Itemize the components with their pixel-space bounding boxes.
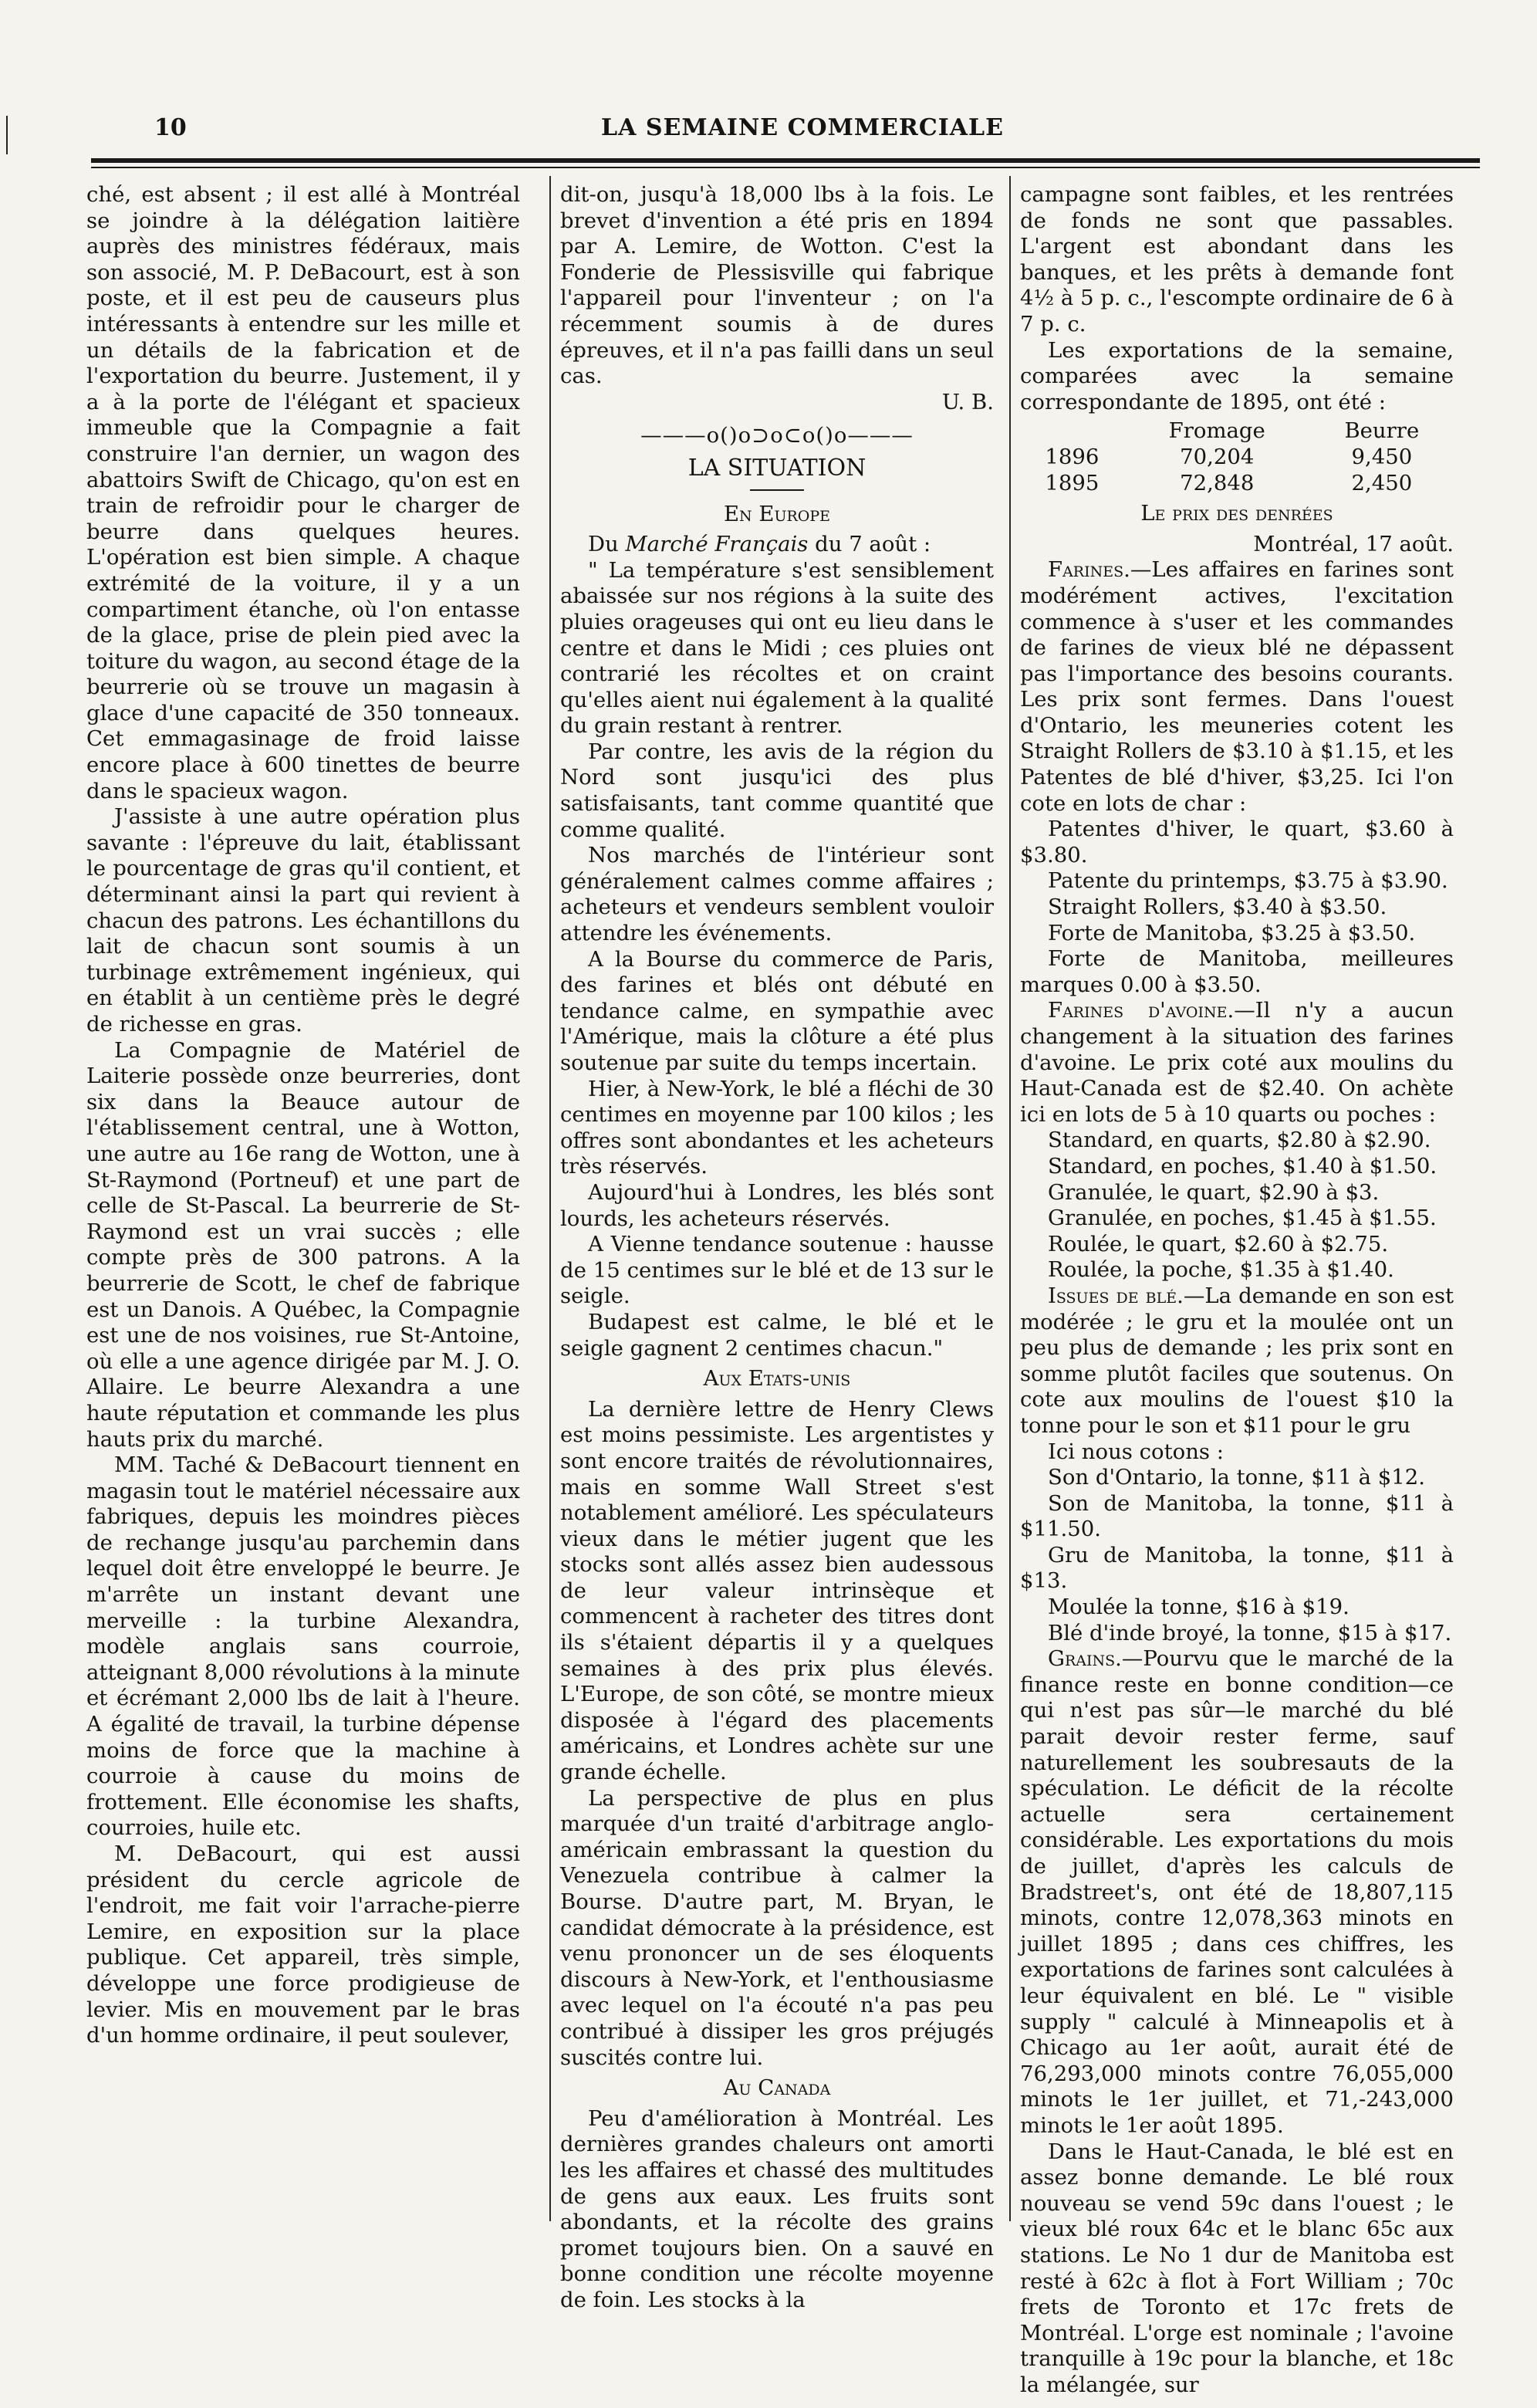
section-ornament: ———o()o⊃o⊂o()o——— [640,423,914,448]
col1-paragraph-2: J'assiste à une autre opération plus savante : l'épreuve du lait, établissant le pourcentage de gras qu'il contient, et déterminant ainsi la part qui revient à chacun des patrons. Les échantillons du lait de chacun sont soumis à un turbinage extrêmement ingénieux, qui en établit à un centième près le degré de richesse en gras. [86,804,520,1037]
section-title-rule [750,489,804,491]
col1-paragraph-5: M. DeBacourt, qui est aussi président du cercle agricole de l'endroit, me fait voir l'arrache-pierre Lemire, en exposition sur la place publique. Cet appareil, très simple, développe une force prodigieuse de levier. Mis en mouvement par le bras d'un homme ordinaire, il peut soulever, [86,1842,520,2048]
col2-paragraph-6: Hier, à New-York, le blé a fléchi de 30 centimes en moyenne par 100 kilos ; les offres sont abondantes et les acheteurs très réservés. [560,1076,994,1179]
table-cell: 72,848 [1180,470,1255,495]
price-line: Straight Rollers, $3.40 à $3.50. [1048,895,1387,920]
farines-paragraph: Farines.—Les affaires en farines sont modérément actives, l'excitation commence à s'user et les commandes de farines de vieux blé ne dépassent pas l'importance des besoins courants. Les prix sont fermes. Dans l'ouest d'Ontario, les meuneries cotent les Straight Rollers de $3.10 à $1.15, et les Patentes de blé d'hiver, $3,25. Ici l'on cote en lots de char : [1020,557,1454,816]
col2-paragraph-3: Par contre, les avis de la région du Nord sont jusqu'ici des plus satisfaisants, tant comme quantité que comme qualité. [560,739,994,842]
table-cell: 1896 [1045,444,1100,469]
col2-paragraph-1: dit-on, jusqu'à 18,000 lbs à la fois. Le brevet d'invention a été pris en 1894 par A. Lemire, de Wotton. C'est la Fonderie de Plessisville qui fabrique l'appareil pour l'inventeur ; on l'a récemment soumis à de dures épreuves, et il n'a pas failli dans un seul cas. [560,182,994,389]
price-line: Son de Manitoba, la tonne, $11 à $11.50. [1020,1490,1454,1542]
col2-paragraph-2: " La température s'est sensiblement abaissée sur nos régions à la suite des pluies orageuses qui ont eu lieu dans le centre et dans le Midi ; ces pluies ont contrarié les récoltes et on craint qu'elles aient nui également à la qualité du grain restant à rentrer. [560,557,994,739]
price-line: Patentes d'hiver, le quart, $3.60 à $3.80. [1020,817,1454,867]
col1-paragraph-1: ché, est absent ; il est allé à Montréal se joindre à la délégation laitière auprès des ministres fédéraux, mais son associé, M. P. DeBacourt, est à son poste, et il est peu de causeurs plus intéressants à entendre sur les mille et un détails de la fabrication et de l'exportation du beurre. Justement, il y a à la porte de l'élégant et spacieux immeuble que la Compagnie a fait construire l'an dernier, un wagon des abattoirs Swift de Chicago, qu'on est en train de refroidir pour le charger de beurre dans quelques heures. L'opération est bien simple. A chaque extrémité de la voiture, il y a un compartiment étanche, où l'on entasse de la glace, prise de plein pied avec la toiture du wagon, au second étage de la beurrerie où se trouve un magasin à glace d'une capacité de 350 tonneaux. Cet emmagasinage de froid laisse encore place à 600 tinettes de beurre dans le spacieux wagon. [86,182,520,803]
subhead-usa: Aux Etats-unis [703,1366,851,1392]
col3-paragraph-2: Les exportations de la semaine, comparées avec la semaine correspondante de 1895, ont été : [1020,337,1454,414]
price-line: Granulée, le quart, $2.90 à $3. [1048,1179,1380,1205]
price-line: Gru de Manitoba, la tonne, $11 à $13. [1020,1542,1454,1594]
col2-paragraph-10: La dernière lettre de Henry Clews est moins pessimiste. Les argentistes y sont encore traités de révolutionnaires, mais en somme Wall Street s'est notablement amélioré. Les spéculateurs vieux dans le métier jugent que les stocks sont allés assez bien audessous de leur valeur intrinsèque et commencent à racheter des titres dont ils s'étaient départis il y a quelques semaines à des prix plus élevés. L'Europe, de son côté, se montre mieux disposée à l'égard des placements américains, et Londres achète sur une grande échelle. [560,1396,994,1785]
grains-label: Grains. [1048,1646,1122,1672]
col2-paragraph-4: Nos marchés de l'intérieur sont généralement calmes comme affaires ; acheteurs et vendeurs semblent vouloir attendre les événements. [560,843,994,946]
col2-paragraph-12: Peu d'amélioration à Montréal. Les dernières grandes chaleurs ont amorti les les affaires et chassé des multitudes de gens aux eaux. Les fruits sont abondants, et la récolte des grains promet toujours bien. On a sauvé en bonne condition une récolte moyenne de foin. Les stocks à la [560,2105,994,2312]
col2-paragraph-5: A la Bourse du commerce de Paris, des farines et blés ont débuté en tendance calme, en sympathie avec l'Amérique, mais la clôture a été plus soutenue par suite du temps incertain. [560,946,994,1075]
table-cell: 2,450 [1351,470,1413,495]
exports-table [1020,418,1454,496]
col2-paragraph-8: A Vienne tendance soutenue : hausse de 15 centimes sur le blé et de 13 sur le seigle. [560,1232,994,1309]
table-cell: 70,204 [1180,444,1255,469]
intro-line: Du Marché Français du 7 août : [588,532,931,557]
page-title: LA SEMAINE COMMERCIALE [601,114,1004,141]
header-rule-thick [91,158,1480,163]
table-header: Beurre [1344,418,1420,444]
subhead-canada: Au Canada [723,2075,831,2101]
price-line: Forte de Manitoba, $3.25 à $3.50. [1048,920,1416,945]
price-line: Standard, en quarts, $2.80 à $2.90. [1048,1128,1431,1153]
price-line: Ici nous cotons : [1048,1439,1225,1464]
page-number: 10 [154,114,187,141]
section-title: LA SITUATION [687,454,866,482]
subhead-europe: En Europe [723,501,831,526]
col1-paragraph-4: MM. Taché & DeBacourt tiennent en magasin tout le matériel nécessaire aux fabriques, depuis les moindres pièces de rechange jusqu'au parchemin dans lequel doit être enveloppé le beurre. Je m'arrête un instant devant une merveille : la turbine Alexandra, modèle anglais sans courroie, atteignant 8,000 révolutions à la minute et écrémant 2,000 lbs de lait à l'heure. A égalité de travail, la turbine dépense moins de force que la machine à courroie à cause du moins de frottement. Elle économise les shafts, courroies, huile etc. [86,1453,520,1841]
issues-label: Issues de blé. [1048,1283,1184,1308]
farines-label: Farines. [1048,557,1130,583]
grains-paragraph: Grains.—Pourvu que le marché de la finance reste en bonne condition—ce qui n'est pas sûr—le marché du blé parait devoir rester ferme, sauf naturellement les soubresauts de la spéculation. Le déficit de la récolte actuelle sera certainement considérable. Les exportations du mois de juillet, d'après les calculs de Bradstreet's, ont été de 18,807,115 minots, contre 12,078,363 minots en juillet 1895 ; dans ces chiffres, les exportations de farines sont calculées à leur équivalent en blé. Le " visible supply " calculé à Minneapolis et à Chicago au 1er août, aurait été de 76,293,000 minots contre 76,055,000 minots le 1er juillet, et 71,-243,000 minots le 1er août 1895. [1020,1646,1454,2138]
price-line: Standard, en poches, $1.40 à $1.50. [1048,1153,1437,1179]
table-cell: 9,450 [1351,444,1413,469]
avoine-paragraph: Farines d'avoine.—Il n'y a aucun changement à la situation des farines d'avoine. Le prix coté aux moulins du Haut-Canada est de $2.40. On achète ici en lots de 5 à 10 quarts ou poches : [1020,998,1454,1127]
header-rule-thin [91,167,1480,168]
column-3 [1020,182,1454,2398]
dateline: Montréal, 17 août. [1253,531,1454,556]
table-row [1020,471,1454,497]
table-header: Fromage [1168,418,1265,444]
table-header-row [1020,418,1454,445]
column-2 [560,182,994,2314]
col2-paragraph-7: Aujourd'hui à Londres, les blés sont lourds, les acheteurs réservés. [560,1179,994,1231]
avoine-label: Farines d'avoine. [1048,998,1235,1023]
price-line: Granulée, en poches, $1.45 à $1.55. [1048,1206,1437,1231]
price-line: Son d'Ontario, la tonne, $11 à $12. [1048,1465,1426,1490]
col3-last-paragraph: Dans le Haut-Canada, le blé est en assez bonne demande. Le blé roux nouveau se vend 59c dans l'ouest ; le vieux blé roux 64c et le blanc 65c aux stations. Le No 1 dur de Manitoba est resté à 62c à flot à Fort William ; 70c frets de Toronto et 17c frets de Montréal. L'orge est nominale ; l'avoine tranquille à 19c pour la blanche, et 18c la mélangée, sur [1020,2139,1454,2397]
publication-title: Marché Français [625,532,809,557]
prices-heading: Le prix des denrées [1140,501,1333,526]
column-separator-2 [1009,176,1011,2221]
table-header [1020,418,1124,445]
price-line: Forte de Manitoba, meilleures marques 0.00 à $3.50. [1020,946,1454,997]
price-line: Blé d'inde broyé, la tonne, $15 à $17. [1048,1620,1452,1645]
col3-paragraph-1: campagne sont faibles, et les rentrées de fonds ne sont que passables. L'argent est abondant dans les banques, et les prêts à demande font 4½ à 5 p. c., l'escompte ordinaire de 6 à 7 p. c. [1020,182,1454,337]
price-line: Roulée, la poche, $1.35 à $1.40. [1048,1257,1394,1283]
signature: U. B. [941,389,994,414]
price-line: Roulée, le quart, $2.60 à $2.75. [1048,1231,1389,1256]
col2-paragraph-11: La perspective de plus en plus marquée d'un traité d'arbitrage anglo-américain embrassant la question du Venezuela contribue à calmer la Bourse. D'autre part, M. Bryan, le candidat démocrate à la présidence, est venu prononcer un de ses éloquents discours à New-York, et l'enthousiasme avec lequel on l'a écouté n'a pas peu contribué à dissiper les gros préjugés suscités contre lui. [560,1785,994,2070]
column-1 [86,182,520,2049]
table-row [1020,445,1454,471]
table-cell: 1895 [1045,470,1100,495]
col1-paragraph-3: La Compagnie de Matériel de Laiterie possède onze beurreries, dont six dans la Beauce autour de l'établissement central, une à Wotton, une autre au 16e rang de Wotton, une à St-Raymond (Portneuf) et une part de celle de St-Pascal. La beurrerie de St-Raymond est un vrai succès ; elle compte près de 300 patrons. A la beurrerie de Scott, le chef de fabrique est un Danois. A Québec, la Compagnie est une de nos voisines, rue St-Antoine, où elle a une agence dirigée par M. J. O. Allaire. Le beurre Alexandra a une haute réputation et commande les plus hauts prix du marché. [86,1037,520,1452]
issues-paragraph: Issues de blé.—La demande en son est modérée ; le gru et la moulée ont un peu plus de demande ; les prix sont en somme plutôt faciles que soutenus. On cote aux moulins de l'ouest $10 la tonne pour le son et $11 pour le gru [1020,1283,1454,1438]
column-separator-1 [549,176,551,2221]
price-line: Moulée la tonne, $16 à $19. [1048,1595,1350,1620]
page-header [139,114,1466,153]
page-edge-mark [6,116,8,154]
col2-paragraph-9: Budapest est calme, le blé et le seigle gagnent 2 centimes chacun." [560,1309,994,1361]
price-line: Patente du printemps, $3.75 à $3.90. [1048,868,1448,894]
